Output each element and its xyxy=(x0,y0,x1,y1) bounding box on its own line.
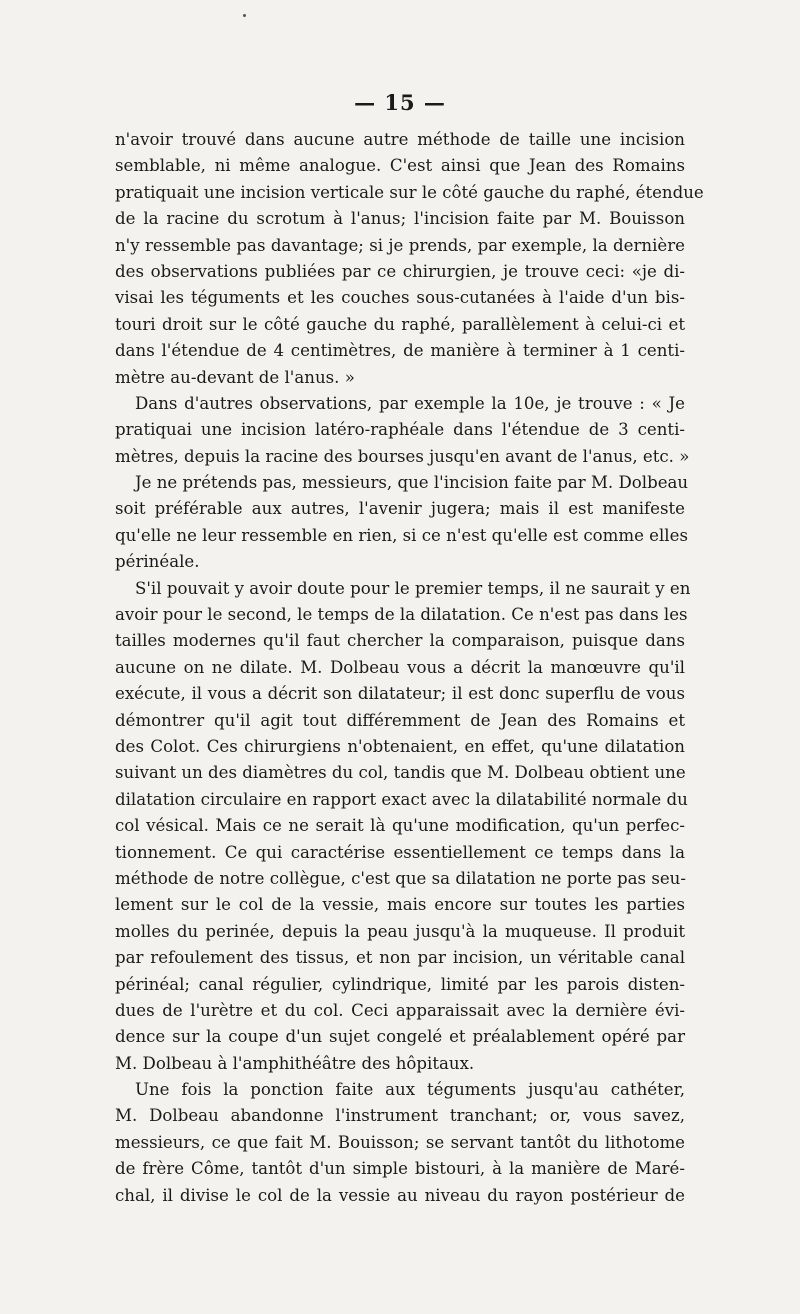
text-line: chal, il divise le col de la vessie au niveau du rayon postérieur de xyxy=(115,1185,685,1205)
text-line: n'avoir trouvé dans aucune autre méthode de taille une incision xyxy=(115,130,685,149)
text-line: mètre au-devant de l'anus. » xyxy=(115,367,355,387)
text-line: n'y ressemble pas davantage; si je prends, par exemple, la dernière xyxy=(115,235,685,255)
page-number: — 15 — xyxy=(354,90,446,115)
text-line: périnéale. xyxy=(115,552,200,572)
text-line: des observations publiées par ce chirurgien, je trouve ceci: «je di- xyxy=(115,261,685,281)
text-line: dence sur la coupe d'un sujet congelé et préalablement opéré par xyxy=(115,1027,685,1047)
text-line: tionnement. Ce qui caractérise essentiellement ce temps dans la xyxy=(115,842,685,862)
text-line: pratiquai une incision latéro-raphéale dans l'étendue de 3 centi- xyxy=(115,420,685,440)
text-line: de frère Côme, tantôt d'un simple bistouri, à la manière de Maré- xyxy=(115,1159,685,1179)
text-line: avoir pour le second, le temps de la dilatation. Ce n'est pas dans les xyxy=(115,605,688,625)
text-line: soit préférable aux autres, l'avenir jugera; mais il est manifeste xyxy=(115,499,685,519)
text-line: périnéal; canal régulier, cylindrique, limité par les parois disten- xyxy=(115,974,685,994)
text-line: Une fois la ponction faite aux téguments jusqu'au cathéter, xyxy=(135,1080,685,1100)
text-line: messieurs, ce que fait M. Bouisson; se servant tantôt du lithotome xyxy=(115,1132,685,1152)
paper-speck xyxy=(243,14,246,17)
text-line: col vésical. Mais ce ne serait là qu'une modification, qu'un perfec- xyxy=(115,816,685,836)
text-line: aucune on ne dilate. M. Dolbeau vous a décrit la manœuvre qu'il xyxy=(115,657,685,677)
text-line: de la racine du scrotum à l'anus; l'incision faite par M. Bouisson xyxy=(115,209,685,229)
text-line: exécute, il vous a décrit son dilatateur; il est donc superflu de vous xyxy=(115,684,685,704)
text-line: M. Dolbeau à l'amphithéâtre des hôpitaux. xyxy=(115,1053,475,1073)
text-line: Je ne prétends pas, messieurs, que l'incision faite par M. Dolbeau xyxy=(135,473,689,493)
page-body xyxy=(115,127,704,1209)
text-line: tailles modernes qu'il faut chercher la comparaison, puisque dans xyxy=(115,631,685,651)
text-line: pratiquait une incision verticale sur le côté gauche du raphé, étendue xyxy=(115,182,704,202)
text-line: démontrer qu'il agit tout différemment de Jean des Romains et xyxy=(115,710,685,730)
text-line: visai les téguments et les couches sous-cutanées à l'aide d'un bis- xyxy=(115,288,685,308)
text-line: méthode de notre collègue, c'est que sa dilatation ne porte pas seu- xyxy=(115,868,686,888)
text-line: semblable, ni même analogue. C'est ainsi que Jean des Romains xyxy=(115,156,685,176)
text-line: par refoulement des tissus, et non par incision, un véritable canal xyxy=(115,948,685,968)
text-line: des Colot. Ces chirurgiens n'obtenaient, en effet, qu'une dilatation xyxy=(115,736,685,756)
text-line: mètres, depuis la racine des bourses jusqu'en avant de l'anus, etc. » xyxy=(115,446,690,466)
text-line: touri droit sur le côté gauche du raphé, parallèlement à celui-ci et xyxy=(115,314,685,334)
text-line: suivant un des diamètres du col, tandis que M. Dolbeau obtient une xyxy=(115,763,686,783)
text-line: Dans d'autres observations, par exemple la 10e, je trouve : « Je xyxy=(135,393,685,413)
text-line: molles du perinée, depuis la peau jusqu'à la muqueuse. Il produit xyxy=(115,921,685,941)
text-line: M. Dolbeau abandonne l'instrument tranchant; or, vous savez, xyxy=(115,1106,685,1126)
text-line: S'il pouvait y avoir doute pour le premier temps, il ne saurait y en xyxy=(135,578,691,598)
text-line: dilatation circulaire en rapport exact avec la dilatabilité normale du xyxy=(115,789,688,809)
text-line: lement sur le col de la vessie, mais encore sur toutes les parties xyxy=(115,895,685,915)
text-line: dues de l'urètre et du col. Ceci apparaissait avec la dernière évi- xyxy=(115,1000,685,1020)
text-line: qu'elle ne leur ressemble en rien, si ce n'est qu'elle est comme elles xyxy=(115,525,688,545)
text-line: dans l'étendue de 4 centimètres, de manière à terminer à 1 centi- xyxy=(115,341,685,361)
